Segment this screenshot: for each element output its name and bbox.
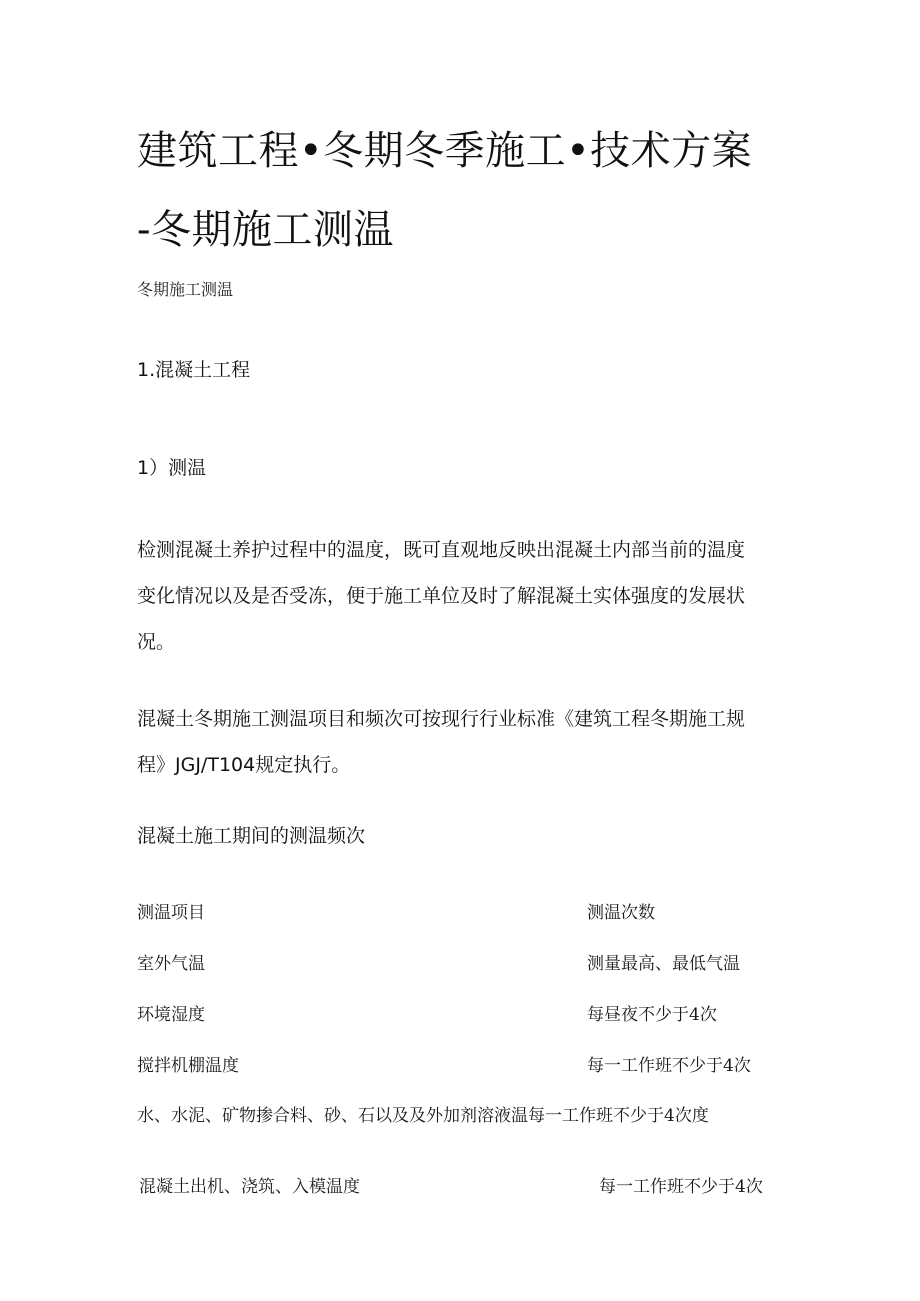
table-cell-merged: 水、水泥、矿物掺合料、砂、石以及及外加剂溶液温每一工作班不少于4次度 [137,1106,709,1126]
table-header-frequency: 测温次数 [587,903,655,923]
table-row-merged [137,1101,777,1131]
document-title-line-1: 建筑工程•冬期冬季施工•技术方案 [137,128,753,174]
table-caption: 混凝土施工期间的测温频次 [137,825,366,847]
document-subtitle: 冬期施工测温 [137,280,234,299]
document-title-line-2: -冬期施工测温 [137,207,395,253]
table-cell-frequency: 每一工作班不少于4次 [599,1177,763,1197]
paragraph-line: 程》JGJ/T104规定执行。 [137,754,351,776]
table-row [137,949,777,979]
paragraph-temperature-measurement [137,527,797,665]
table-header-row [137,898,777,928]
table-row [139,1172,779,1202]
paragraph-standard-reference [137,696,797,788]
table-cell-item: 混凝土出机、浇筑、入模温度 [139,1177,360,1197]
paragraph-line: 况。 [137,631,176,653]
table-row [137,1051,777,1081]
table-row [137,1000,777,1030]
table-cell-frequency: 每一工作班不少于4次 [587,1056,751,1076]
table-cell-frequency: 测量最高、最低气温 [587,954,740,974]
paragraph-line: 变化情况以及是否受冻，便于施工单位及时了解混凝土实体强度的发展状 [137,585,746,607]
paragraph-line: 混凝土冬期施工测温项目和频次可按现行行业标准《建筑工程冬期施工规 [137,708,746,730]
table-cell-frequency: 每昼夜不少于4次 [587,1005,717,1025]
table-header-item: 测温项目 [137,903,205,923]
table-cell-item: 搅拌机棚温度 [137,1056,239,1076]
section-heading: 1.混凝土工程 [137,359,251,381]
paragraph-line: 检测混凝土养护过程中的温度，既可直观地反映出混凝土内部当前的温度 [137,539,746,561]
subsection-heading: 1）测温 [137,457,207,479]
table-cell-item: 环境湿度 [137,1005,205,1025]
table-cell-item: 室外气温 [137,954,205,974]
